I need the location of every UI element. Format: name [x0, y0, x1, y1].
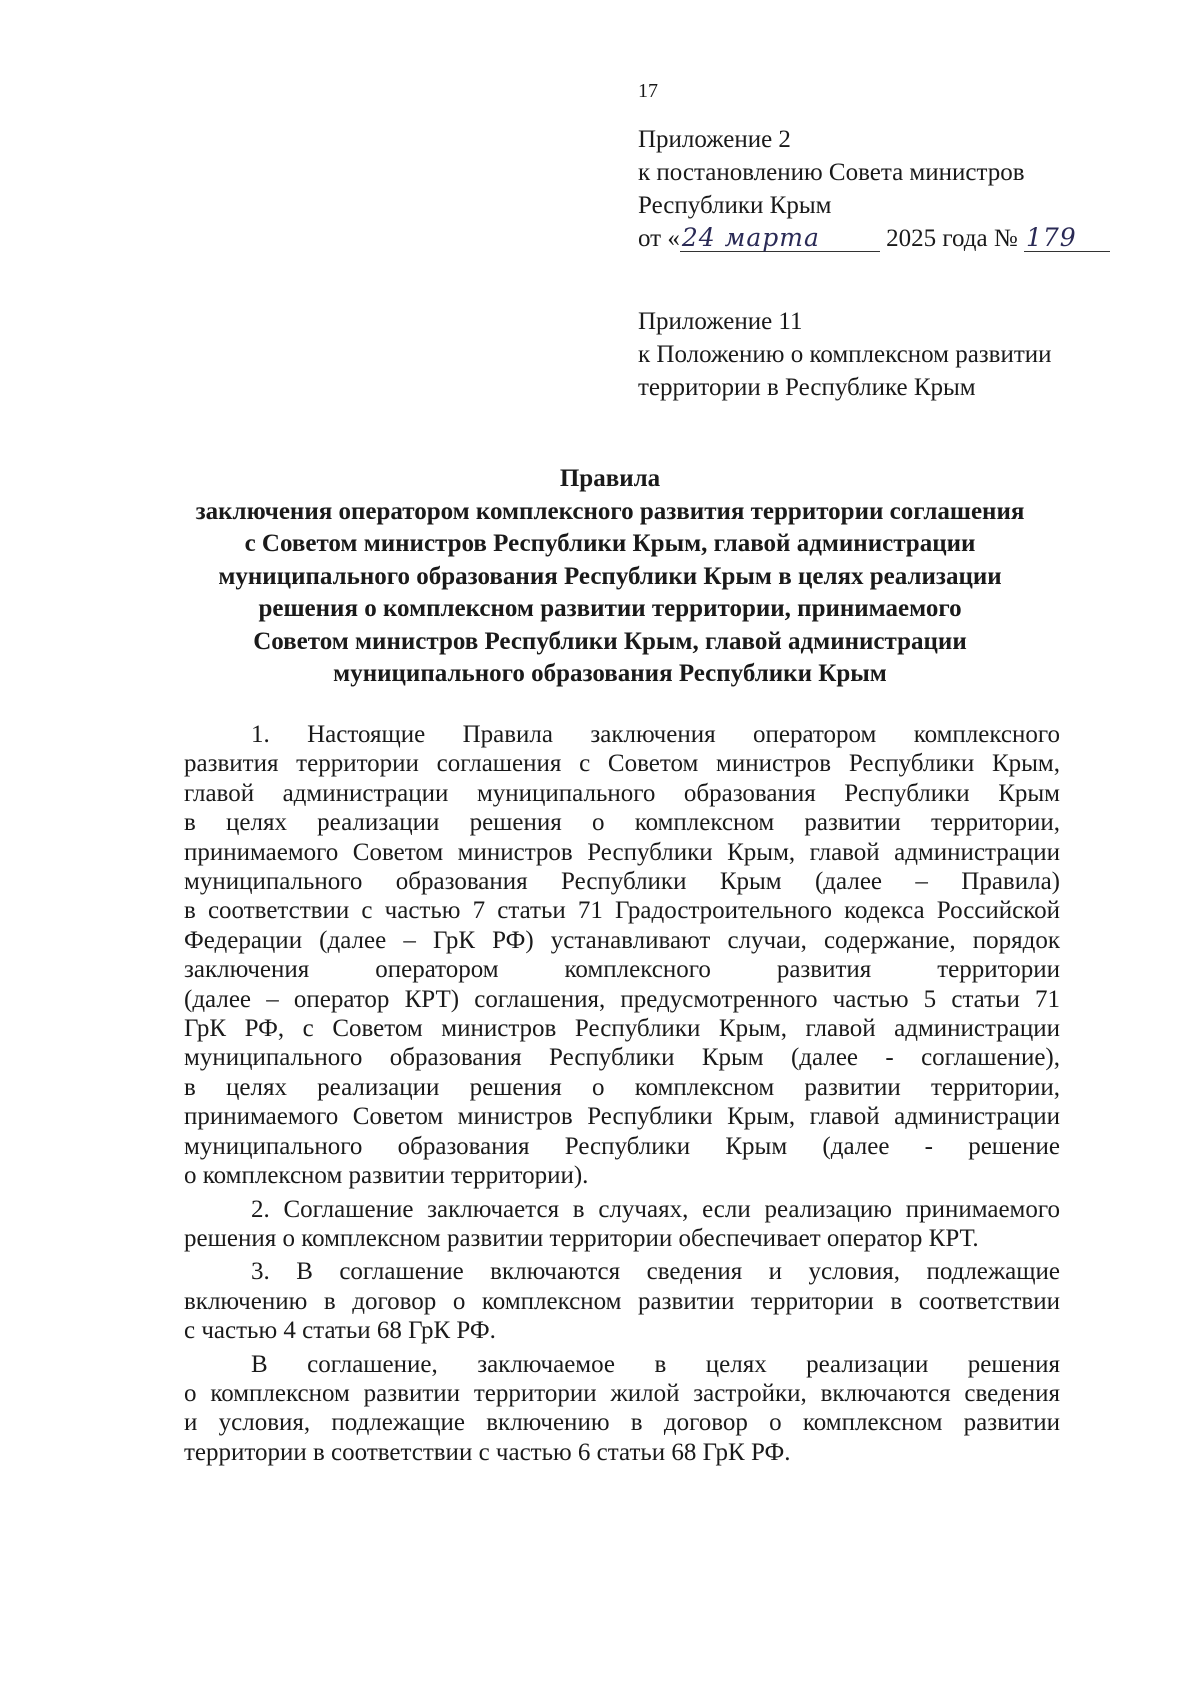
paragraph-line: 2. Соглашение заключается в случаях, если реализацию принимаемого	[251, 1195, 1060, 1223]
appendix-line: Приложение 2	[638, 126, 791, 153]
paragraph-line: заключения оператором комплексного развития территории	[184, 956, 1060, 984]
paragraph-line: в соответствии с частью 7 статьи 71 Градостроительного кодекса Российской	[184, 897, 1060, 925]
appendix-line: к постановлению Совета министров	[638, 159, 1025, 186]
handwritten-date: 24 марта	[680, 225, 880, 252]
document-body	[184, 720, 1060, 1471]
title-line: муниципального образования Республики Крым	[333, 660, 887, 687]
paragraph-line: принимаемого Советом министров Республики Крым, главой администрации	[184, 838, 1060, 866]
date-year: 2025 года №	[886, 225, 1018, 252]
paragraph-1	[184, 720, 1060, 1191]
paragraph-line: (далее – оператор КРТ) соглашения, предусмотренного частью 5 статьи 71	[184, 985, 1060, 1013]
appendix-line: Республики Крым	[638, 192, 832, 219]
paragraph-line: в целях реализации решения о комплексном развитии территории,	[184, 1073, 1060, 1101]
page-number: 17	[638, 80, 658, 102]
paragraph-line: в целях реализации решения о комплексном развитии территории,	[184, 809, 1060, 837]
paragraph-line: 1. Настоящие Правила заключения оператором комплексного	[251, 721, 1060, 748]
paragraph-line: ГрК РФ, с Советом министров Республики Крым, главой администрации	[184, 1015, 1060, 1043]
paragraph-3	[184, 1257, 1060, 1345]
paragraph-4	[184, 1350, 1060, 1468]
appendix-2-header	[638, 123, 1110, 255]
paragraph-2	[184, 1195, 1060, 1254]
title-line: решения о комплексном развитии территории, принимаемого	[258, 595, 962, 622]
paragraph-line: муниципального образования Республики Крым (далее - соглашение),	[184, 1044, 1060, 1072]
paragraph-line: о комплексном развитии территории жилой застройки, включаются сведения	[184, 1379, 1060, 1407]
appendix-date-line	[638, 222, 1110, 255]
title-line: с Советом министров Республики Крым, главой администрации	[244, 530, 976, 557]
paragraph-line: 3. В соглашение включаются сведения и условия, подлежащие	[251, 1258, 1060, 1286]
date-prefix: от «	[638, 225, 680, 252]
appendix-11-header	[638, 305, 1052, 404]
paragraph-line: муниципального образования Республики Крым (далее - решение	[184, 1132, 1060, 1160]
paragraph-line: решения о комплексном развитии территории обеспечивает оператор КРТ.	[184, 1224, 979, 1252]
paragraph-line: Федерации (далее – ГрК РФ) устанавливают случаи, содержание, порядок	[184, 926, 1060, 954]
paragraph-line: территории в соответствии с частью 6 статьи 68 ГрК РФ.	[184, 1438, 791, 1466]
paragraph-line: включению в договор о комплексном развитии территории в соответствии	[184, 1287, 1060, 1315]
paragraph-line: с частью 4 статьи 68 ГрК РФ.	[184, 1317, 496, 1345]
paragraph-line: муниципального образования Республики Крым (далее – Правила)	[184, 868, 1060, 896]
handwritten-number: 179	[1024, 225, 1110, 252]
appendix-line: территории в Республике Крым	[638, 374, 976, 401]
paragraph-line: развития территории соглашения с Советом министров Республики Крым,	[184, 750, 1060, 778]
title-line: Советом министров Республики Крым, главой администрации	[253, 627, 967, 655]
paragraph-line: принимаемого Советом министров Республики Крым, главой администрации	[184, 1103, 1060, 1131]
paragraph-line: и условия, подлежащие включению в договор о комплексном развитии	[184, 1409, 1060, 1437]
paragraph-line: В соглашение, заключаемое в целях реализации решения	[251, 1350, 1060, 1378]
document-title	[160, 463, 1060, 691]
appendix-line: к Положению о комплексном развитии	[638, 341, 1052, 368]
title-line: заключения оператором комплексного развития территории соглашения	[195, 497, 1025, 525]
paragraph-line: главой администрации муниципального образования Республики Крым	[184, 779, 1060, 807]
paragraph-line: о комплексном развитии территории).	[184, 1162, 589, 1190]
title-line: муниципального образования Республики Крым в целях реализации	[218, 562, 1002, 590]
title-line: Правила	[559, 465, 661, 492]
appendix-line: Приложение 11	[638, 308, 803, 335]
